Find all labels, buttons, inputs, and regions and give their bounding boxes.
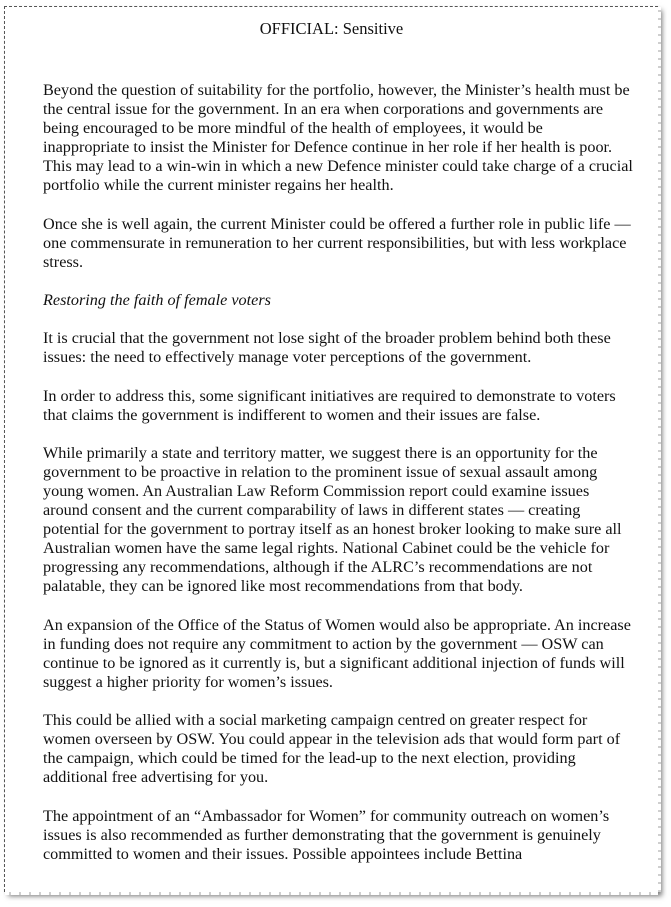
section-subheading: Restoring the faith of female voters bbox=[43, 291, 271, 310]
paragraph-osw-expansion: An expansion of the Office of the Status of Women would also be appropriate. An increase in funding does not require any commitment to action by the government — OSW can continue to be ignored as it currently is, but a significant additional injection of funds will suggest a higher priority for women’s issues. bbox=[43, 615, 631, 691]
paragraph-alrc-report: While primarily a state and territory matter, we suggest there is an opportunity for the government to be proactive in relation to the prominent issue of sexual assault among young women. An Australian Law Reform Commission report could examine issues around consent and the current comparability of laws in different states — creating potential for the government to portray itself as an honest broker looking to make sure all Australian women have the same legal rights. National Cabinet could be the vehicle for progressing any recommendations, although if the ALRC’s recommendations are not palatable, they can be ignored like most recommendations from that body. bbox=[43, 443, 622, 596]
torn-edge-right bbox=[658, 7, 661, 892]
paragraph-initiatives: In order to address this, some significant initiatives are required to demonstrate to voters that claims the government is indifferent to women and their issues are false. bbox=[43, 386, 616, 424]
torn-edge-bottom bbox=[5, 892, 658, 895]
paragraph-marketing-campaign: This could be allied with a social marketing campaign centred on greater respect for women overseen by OSW. You could appear in the television ads that would form part of the campaign, which could be timed for the lead-up to the next election, providing additional free advertising for you. bbox=[43, 711, 621, 787]
paragraph-further-role: Once she is well again, the current Minister could be offered a further role in public life — one commensurate in remuneration to her current responsibilities, but with less workplace stress. bbox=[43, 214, 631, 271]
document-page bbox=[4, 6, 658, 892]
paragraph-voter-perceptions: It is crucial that the government not lose sight of the broader problem behind both these issues: the need to effectively manage voter perceptions of the government. bbox=[43, 329, 611, 367]
classification-header: OFFICIAL: Sensitive bbox=[259, 19, 404, 38]
paragraph-minister-health: Beyond the question of suitability for the portfolio, however, the Minister’s health must be the central issue for the government. In an era when corporations and governments are being encouraged to be more mindful of the health of employees, it would be inappropriate to insist the Minister for Defence continue in her role if her health is poor. This may lead to a win-win in which a new Defence minister could take charge of a crucial portfolio while the current minister regains her health. bbox=[43, 81, 633, 195]
paragraph-ambassador: The appointment of an “Ambassador for Women” for community outreach on women’s issues is also recommended as further demonstrating that the government is genuinely committed to women and their issues. Possible appointees include Bettina bbox=[43, 806, 610, 863]
document-body bbox=[43, 81, 633, 883]
